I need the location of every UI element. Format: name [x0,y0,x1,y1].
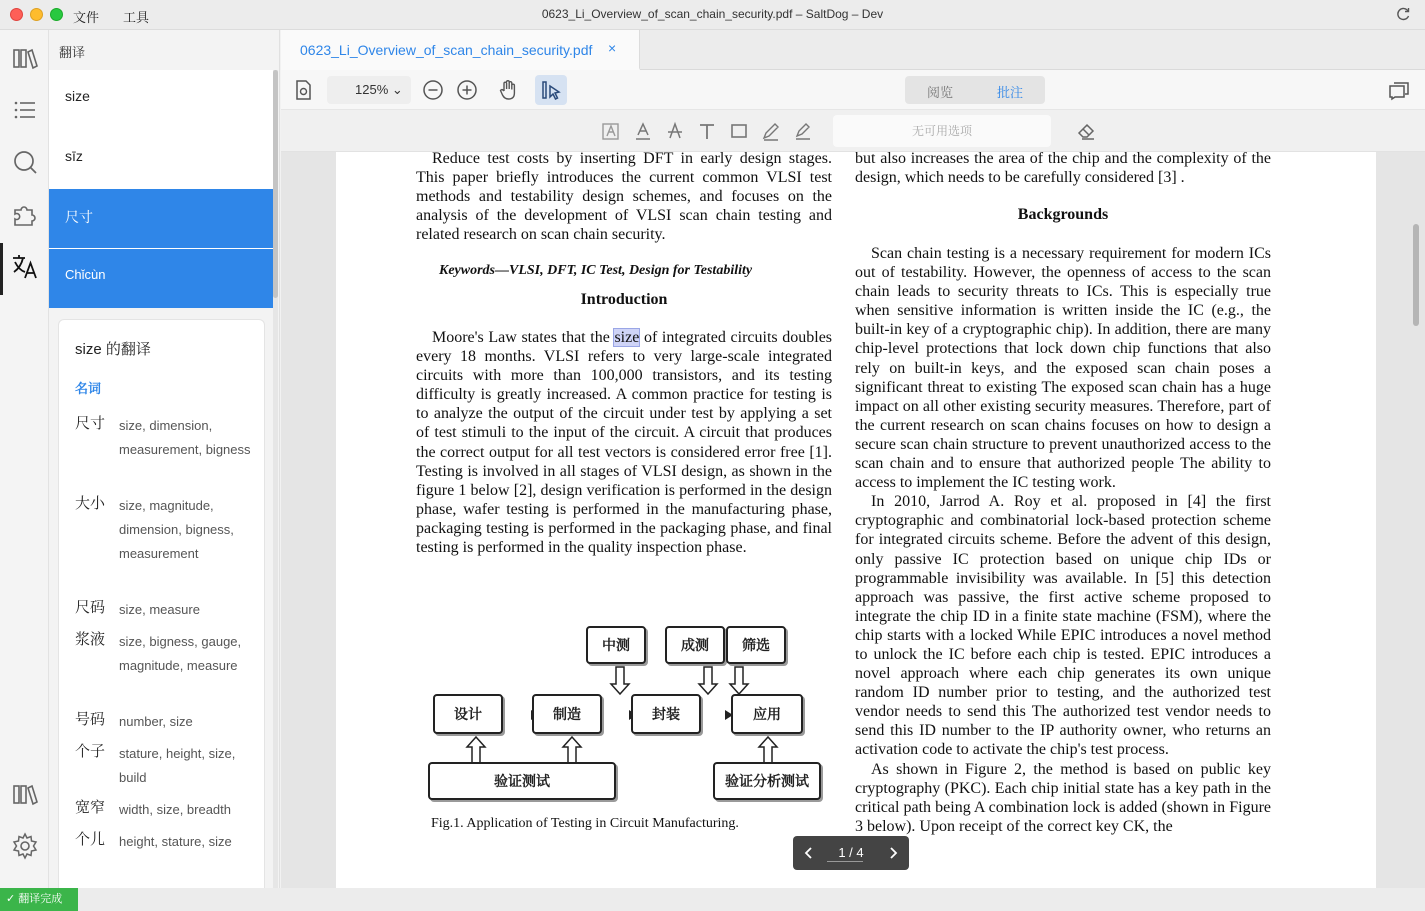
candidate-phonetic[interactable] [49,130,273,189]
figure-box-wafer-test: 中测 [586,626,646,664]
translation-panel [49,30,280,888]
backgrounds-paragraph-2: In 2010, Jarrod A. Roy et al. proposed in [4] the first cryptographic and combinatorial lock-based protection scheme for integrated circuits scheme. Before the advent of this design, only passive IC protection based on unique chip IDs or programmable invisibility was available. In [5] this detection approach was passive, the first active scheme proposed to integrate the chip ID in a finite state machine (FSM), where the chip starts with a locked While EPIC introduces a novel method to unlock the IC before each chip is tested. EPIC introduces a novel approach where each chip generates its own unique random ID number prior to testing, and the authorized test vendor needs to send this The authorized test vendor needs to send this ID number to the IP authority owner, who returns an activation code to activate the chip's test process. [855,493,1271,759]
zoom-select[interactable] [327,76,411,104]
mode-segmented-control [905,76,1045,104]
figure-box-screening: 筛选 [726,626,786,664]
intro-text [416,328,832,557]
chevron-left-icon[interactable] [801,844,817,862]
zoom-window-button[interactable] [50,8,63,21]
plugin-icon[interactable] [11,200,39,228]
backgrounds-paragraph-1: Scan chain testing is a necessary requirement for modern ICs out of testability. However, the openness of access to the scan chain leads to security threats to ICs. This is especially true when sensitive information is written inside the IC (e.g., the built-in key of a cryptographic chip). In addition, there are many chip-level protections that lock down chip functions that also rely on built-in keys, and the exposed scan chain poses a significant threat to existing The exposed scan chain has a huge impact on all other existing security measures. Therefore, part of the current research on scan chains focuses on how to design a secure scan chain structure to prevent unauthorized access to the scan chain and to ensure that authorized people The ability to access to implement the IC testing work. [855,245,1271,492]
list-icon[interactable] [11,96,39,124]
strikethrough-icon[interactable] [665,121,685,141]
menu-tools[interactable]: 工具 [123,10,150,25]
eraser-icon[interactable] [1076,121,1096,141]
page-navigator [793,836,909,870]
highlighted-word[interactable]: size [614,329,640,346]
entry-word: 个子 [75,743,106,760]
document-scrollbar-thumb[interactable] [1413,224,1419,326]
rail-active-indicator [0,243,3,295]
bookshelf-icon[interactable] [11,780,39,808]
figure-box-manufacture: 制造 [532,694,602,734]
candidate-text: 尺寸 [65,209,93,225]
toolbar [281,70,1425,110]
dictionary-title: size 的翻译 [75,341,151,358]
entry-word: 浆液 [75,631,106,648]
figure-caption: Fig.1. Application of Testing in Circuit Manufacturing. [431,816,739,831]
panel-title: 翻译 [59,45,86,60]
window-title: 0623_Li_Overview_of_scan_chain_security.pdf – SaltDog – Dev [541,7,884,21]
search-icon[interactable] [11,148,39,176]
pdf-page[interactable] [336,152,1376,888]
entry-meanings: size, dimension, measurement, bigness [119,418,251,457]
entry-word: 尺寸 [75,415,106,432]
right-top-paragraph: but also increases the area of the chip and the complexity of the design, which needs to be carefully considered [3] . [855,152,1271,187]
panel-scrollbar-thumb[interactable] [273,70,278,298]
tab-close-icon[interactable]: × [608,40,617,56]
page-input-underline [827,861,863,862]
page-indicator[interactable]: 1 / 4 [838,845,864,860]
entry-word: 大小 [75,495,106,512]
figure-1 [431,622,831,812]
backgrounds-heading: Backgrounds [1017,206,1109,223]
annotation-options: 无可用选项 [833,115,1051,147]
right-top-text [855,152,1271,187]
mode-read-tab[interactable]: 阅览 [927,85,954,100]
figure-box-package: 封装 [631,694,701,734]
entry-word: 个儿 [75,831,106,848]
translate-icon[interactable] [11,252,39,280]
tab-label: 0623_Li_Overview_of_scan_chain_security.pdf [300,42,593,58]
candidate-pinyin[interactable] [49,249,273,308]
comments-icon[interactable] [1387,78,1411,102]
rectangle-icon[interactable] [729,121,749,141]
entry-meanings: height, stature, size [119,834,232,849]
tab-bar [281,30,1425,70]
entry-meanings: size, measure [119,602,200,617]
entry-meanings: size, magnitude, dimension, bigness, measurement [119,498,234,561]
entry-word: 宽窄 [75,799,106,816]
entry-meanings: width, size, breadth [119,802,232,817]
candidate-text: size [65,88,90,104]
entry-meanings: stature, height, size, build [119,746,236,785]
panel-scrollbar[interactable] [273,70,278,888]
document-viewport[interactable] [281,152,1425,888]
intro-post: of integrated circuits doubles every 18 months. VLSI refers to very large-scale integrated circuits with more than 100,000 transistors, and its testing difficulty is greatly increased. A common practice for testing is to analyze the output of the circuit under test by applying a set of test stimuli to the input of the circuit. A circuit that produces the correct output for all test vectors is considered error free [1]. Testing is involved in all stages of VLSI design, as shown in the figure 1 below [2], design verification is performed in the design phase, wafer testing is performed in the manufacturing phase, packaging testing is performed in the packaging phase, and final testing is performed in the quality inspection phase. [416,329,833,557]
entry-word: 尺码 [75,599,106,616]
candidate-translation[interactable] [49,189,273,248]
figure-box-design: 设计 [433,694,503,734]
abstract-text [416,152,832,244]
intro-pre: Moore's Law states that the [432,329,610,346]
icon-rail [0,30,49,888]
mode-annotate-tab[interactable]: 批注 [997,85,1024,100]
refresh-icon[interactable] [1395,6,1411,22]
keywords: Keywords—VLSI, DFT, IC Test, Design for Testability [439,263,753,278]
library-icon[interactable] [11,44,39,72]
select-tool-button[interactable] [535,75,567,105]
status-text: 翻译完成 [18,893,63,905]
menu-file[interactable]: 文件 [73,10,100,25]
settings-icon[interactable] [11,832,39,860]
candidate-text: sīz [65,148,83,164]
title-bar [0,0,1425,30]
figure-box-application: 应用 [731,694,803,734]
candidate-text: Chǐcùn [65,267,106,282]
zoom-value: 125% [355,82,389,97]
entry-word: 号码 [75,711,106,728]
marker-icon[interactable] [793,121,813,141]
annotation-toolbar [281,110,1425,152]
document-settings-icon[interactable] [291,78,315,102]
entry-meanings: number, size [119,714,193,729]
part-of-speech: 名词 [75,381,102,396]
pen-icon[interactable] [761,121,781,141]
underline-icon[interactable] [633,121,653,141]
candidate-source-word[interactable] [49,70,273,129]
intro-heading: Introduction [580,291,668,308]
entry-meanings: size, bigness, gauge, magnitude, measure [119,634,242,673]
bottom-bar [78,888,1425,911]
cursor-icon [540,79,562,101]
abstract-paragraph: Reduce test costs by inserting DFT in early design stages. This paper briefly introduces the current common VLSI test methods and testability design schemes, and focuses on the analysis of the development of VLSI scan chain testing and related research on scan chain security. [416,152,832,244]
hand-tool-icon[interactable] [496,78,520,102]
zoom-out-icon[interactable] [421,78,445,102]
backgrounds-text [855,244,1271,836]
figure-box-verification-test: 验证测试 [428,762,616,800]
figure-box-final-test: 成测 [665,626,725,664]
candidate-list [49,70,273,308]
close-window-button[interactable] [10,8,23,21]
figure-box-analysis-test: 验证分析测试 [713,762,821,800]
status-badge: ✓ 翻译完成 [0,888,78,911]
backgrounds-paragraph-3: As shown in Figure 2, the method is based on public key cryptography (PKC). Each chip initial state has a key path in the critical path being A combination lock is added (shown in Figure 3 below). Upon receipt of the correct key CK, the [855,760,1271,835]
chevron-down-icon: ⌄ [391,82,403,97]
zoom-in-icon[interactable] [455,78,479,102]
text-highlight-icon[interactable] [601,121,621,141]
tab-document[interactable] [281,30,640,70]
minimize-window-button[interactable] [30,8,43,21]
text-tool-icon[interactable] [697,121,717,141]
dictionary-card [58,319,265,899]
chevron-right-icon[interactable] [885,844,901,862]
